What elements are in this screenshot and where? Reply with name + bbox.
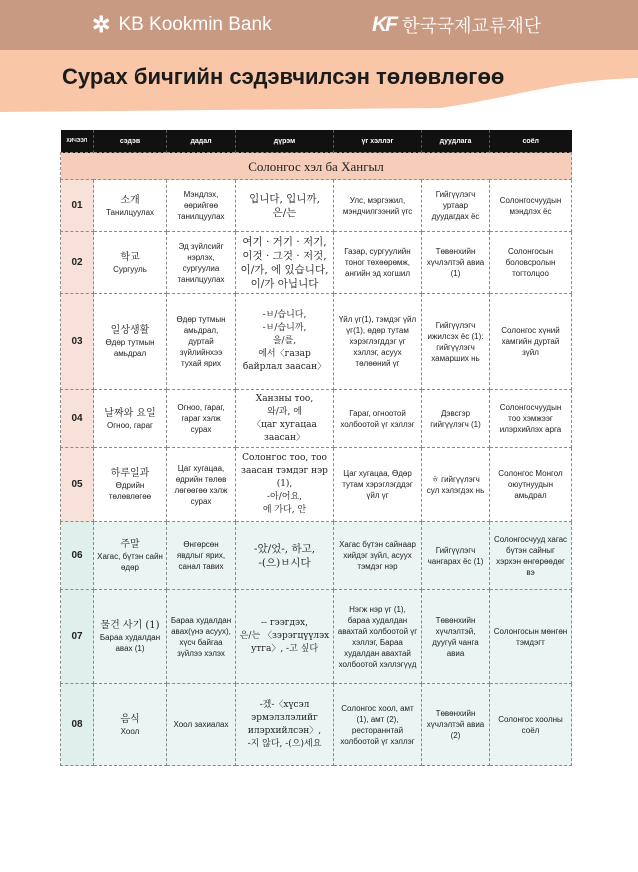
grammar-line: -ㅂ/습니다, [262, 310, 307, 320]
table-row [61, 684, 572, 766]
lesson-number: 05 [61, 448, 94, 522]
lesson-number: 03 [61, 294, 94, 390]
grammar-cell [236, 180, 334, 232]
header-skill: дадал [167, 130, 236, 153]
vocab-cell: Газар, сургуулийн тоног төхөөрөмж, ангийн эд хогшил [334, 232, 422, 294]
topic-cell [94, 232, 167, 294]
topic-cell [94, 590, 167, 684]
grammar-cell [236, 590, 334, 684]
header-grammar: дүрэм [236, 130, 334, 153]
lesson-number: 01 [61, 180, 94, 232]
kb-logo-text: KB Kookmin Bank [118, 14, 272, 35]
grammar-line: илэрхийлсэн〉, [247, 725, 322, 736]
grammar-line: -- гээгдэх, [261, 618, 308, 628]
skill-cell: Өдөр тутмын амьдрал, дуртай зүйлийнхээ тухай ярих [167, 294, 236, 390]
skill-cell: Мэндлэх, өөрийгөө танилцуулах [167, 180, 236, 232]
pronunciation-cell: Төвөнхийн хүчлэлтэй авиа (2) [422, 684, 490, 766]
kf-logo-icon: KF [372, 13, 396, 36]
header-lesson: ХИЧЭЭЛ [61, 130, 94, 153]
skill-cell: Цаг хугацаа, өдрийн төлөв лөгөөгөө хэлж сурах [167, 448, 236, 522]
topic-mongolian: Өдөр тутмын амьдрал [105, 338, 155, 358]
topic-mongolian: Огноо, гараг [107, 420, 153, 430]
skill-cell: Өнгөрсөн явдлыг ярих, санал тавих [167, 522, 236, 590]
grammar-line: Солонгос тоо, тоо [242, 453, 327, 463]
topic-korean: 학교 [120, 251, 140, 263]
grammar-line: 이것 · 그것 · 저것, [242, 249, 327, 262]
skill-cell: Эд зүйлсийг нэрлэх, сургуулиа танилцуулах [167, 232, 236, 294]
pronunciation-cell: Гийгүүлэгч чангарах ёс (1) [422, 522, 490, 590]
grammar-line: 을/를, [272, 336, 297, 346]
culture-cell: Солонгосын мөнгөн тэмдэгт [490, 590, 572, 684]
culture-cell: Солонгосын боловсролын тогтолцоо [490, 232, 572, 294]
table-header-row [61, 130, 572, 153]
header-logos [0, 0, 638, 50]
pronunciation-cell: Төвөнхийн хүчлэлтэй, дуугүй чанга авиа [422, 590, 490, 684]
grammar-cell [236, 448, 334, 522]
topic-mongolian: Танилцуулах [105, 207, 155, 217]
grammar-line: 이/가 아닙니다 [250, 277, 319, 290]
topic-korean: 음식 [120, 713, 140, 725]
header-vocab: үг хэллэг [334, 130, 422, 153]
curriculum-table-wrap [60, 130, 571, 766]
vocab-cell: Гараг, огноотой холбоотой үг хэллэг [334, 390, 422, 448]
header-culture: соёл [490, 130, 572, 153]
skill-cell: Огноо, гараг, гараг хэлж сурах [167, 390, 236, 448]
grammar-line: заасан тэмдэг нэр (1), [241, 466, 328, 489]
topic-cell [94, 448, 167, 522]
grammar-line: 은/는 [272, 206, 297, 219]
grammar-line: 여기 · 거기 · 저기, [242, 235, 327, 248]
culture-cell: Солонгосчуудын тоо хэмжээг илэрхийлэх арга [490, 390, 572, 448]
grammar-line: 〈цаг хугацаа заасан〉 [252, 419, 317, 443]
kf-logo [372, 12, 541, 38]
lesson-number: 04 [61, 390, 94, 448]
grammar-line: утга〉, -고 싶다 [250, 644, 319, 654]
table-row [61, 232, 572, 294]
grammar-line: 입니다, 입니까, [249, 192, 320, 205]
vocab-cell: Хагас бүтэн сайнаар хийдэг зүйл, асуух тэмдэг нэр [334, 522, 422, 590]
table-row [61, 390, 572, 448]
culture-cell: Солонгос хүний хамгийн дуртай зүйл [490, 294, 572, 390]
table-row [61, 590, 572, 684]
topic-mongolian: Хоол [120, 726, 140, 736]
grammar-line: -아/어요, [266, 492, 303, 502]
section-title: Солонгос хэл ба Хангыл [61, 153, 572, 180]
lesson-number: 08 [61, 684, 94, 766]
pronunciation-cell: Гийгүүлэгч уртаар дуудагдах ёс [422, 180, 490, 232]
topic-mongolian: Бараа худалдан авах (1) [99, 633, 161, 653]
lesson-number: 07 [61, 590, 94, 684]
topic-korean: 소개 [120, 194, 140, 206]
grammar-cell [236, 294, 334, 390]
grammar-line: -지 않다, -(으)세요 [247, 738, 322, 749]
topic-mongolian: Сургууль [113, 264, 147, 274]
kb-logo-icon: ✲ [92, 12, 111, 37]
grammar-line: 은/는 〈зэрэгцүүлэх [239, 631, 330, 641]
grammar-cell [236, 522, 334, 590]
topic-korean: 하루일과 [110, 468, 150, 479]
topic-korean: 일상생활 [110, 325, 150, 336]
section-row [61, 153, 572, 180]
grammar-line: 이/가, 에 있습니다, [240, 263, 329, 276]
pronunciation-cell: ㅎ гийгүүлэгч сул хэлэгдэх нь [422, 448, 490, 522]
grammar-line: байрлал заасан〉 [242, 362, 327, 372]
table-row [61, 522, 572, 590]
topic-cell [94, 390, 167, 448]
table-row [61, 448, 572, 522]
vocab-cell: Улс, мэргэжил, мэндчилгээний үгс [334, 180, 422, 232]
skill-cell: Хоол захиалах [167, 684, 236, 766]
kb-bank-logo [92, 12, 272, 38]
culture-cell: Солонгос хоолны соёл [490, 684, 572, 766]
page-title: Сурах бичгийн сэдэвчилсэн төлөвлөгөө [62, 64, 505, 89]
table-row [61, 294, 572, 390]
grammar-cell [236, 232, 334, 294]
grammar-cell [236, 684, 334, 766]
culture-cell: Солонгос Монгол оюутнуудын амьдрал [490, 448, 572, 522]
grammar-line: 와/과, 에 [267, 406, 302, 417]
topic-cell [94, 180, 167, 232]
grammar-line: 에서〈газар [258, 349, 311, 359]
topic-mongolian: Хагас, бүтэн сайн өдөр [97, 552, 163, 572]
grammar-line: 에 가다, 안 [262, 505, 307, 515]
table-row [61, 180, 572, 232]
topic-korean: 날짜와 요일 [104, 407, 156, 419]
skill-cell: Бараа худалдан авах(үнэ асуух), хүсч байгаа зүйлээ хэлэх [167, 590, 236, 684]
topic-mongolian: Өдрийн төлөвлөгөө [108, 481, 152, 501]
grammar-line: -ㅂ/습니까, [262, 323, 307, 333]
grammar-line: -았/었-, 하고, [253, 542, 316, 555]
header-pronunciation: дуудлага [422, 130, 490, 153]
topic-cell [94, 684, 167, 766]
vocab-cell: Солонгос хоол, амт (1), амт (2), рестораннтай холбоотой үг хэллэг [334, 684, 422, 766]
topic-cell [94, 522, 167, 590]
topic-korean: 주말 [120, 539, 140, 550]
vocab-cell: Үйл үг(1), тэмдэг үйл үг(1), өдөр тутам хэрэглэгддэг үг хэллэг, асуух төлөөний үг [334, 294, 422, 390]
lesson-number: 02 [61, 232, 94, 294]
grammar-cell [236, 390, 334, 448]
vocab-cell: Нэгж нэр үг (1), бараа худалдан авахтай холбоотой үг хэллэг, Бараа худалдан авахтай холбоотой хэллэгүүд [334, 590, 422, 684]
topic-korean: 물건 사기 (1) [100, 620, 160, 631]
pronunciation-cell: Гийгүүлэгч ижилсэх ёс (1): гийгүүлэгч хамарших нь [422, 294, 490, 390]
culture-cell: Солонгосчууд хагас бүтэн сайныг хэрхэн өнгөрөөдөг вэ [490, 522, 572, 590]
grammar-line: -겠-〈хүсэл [259, 699, 310, 710]
vocab-cell: Цаг хугацаа, Өдөр тутам хэрэглэгддэг үйл үг [334, 448, 422, 522]
grammar-line: -(으)ㅂ시다 [258, 556, 311, 569]
curriculum-table [60, 130, 572, 766]
culture-cell: Солонгосчуудын мэндлэх ёс [490, 180, 572, 232]
pronunciation-cell: Төвөнхийн хүчлэлтэй авиа (1) [422, 232, 490, 294]
topic-cell [94, 294, 167, 390]
pronunciation-cell: Дэвсгэр гийгүүлэгч (1) [422, 390, 490, 448]
grammar-line: эрмэлзлэлийг [251, 712, 318, 723]
header-topic: сэдэв [94, 130, 167, 153]
kf-logo-text: 한국국제교류재단 [402, 16, 542, 36]
lesson-number: 06 [61, 522, 94, 590]
grammar-line: Ханзны тоо, [255, 393, 314, 404]
